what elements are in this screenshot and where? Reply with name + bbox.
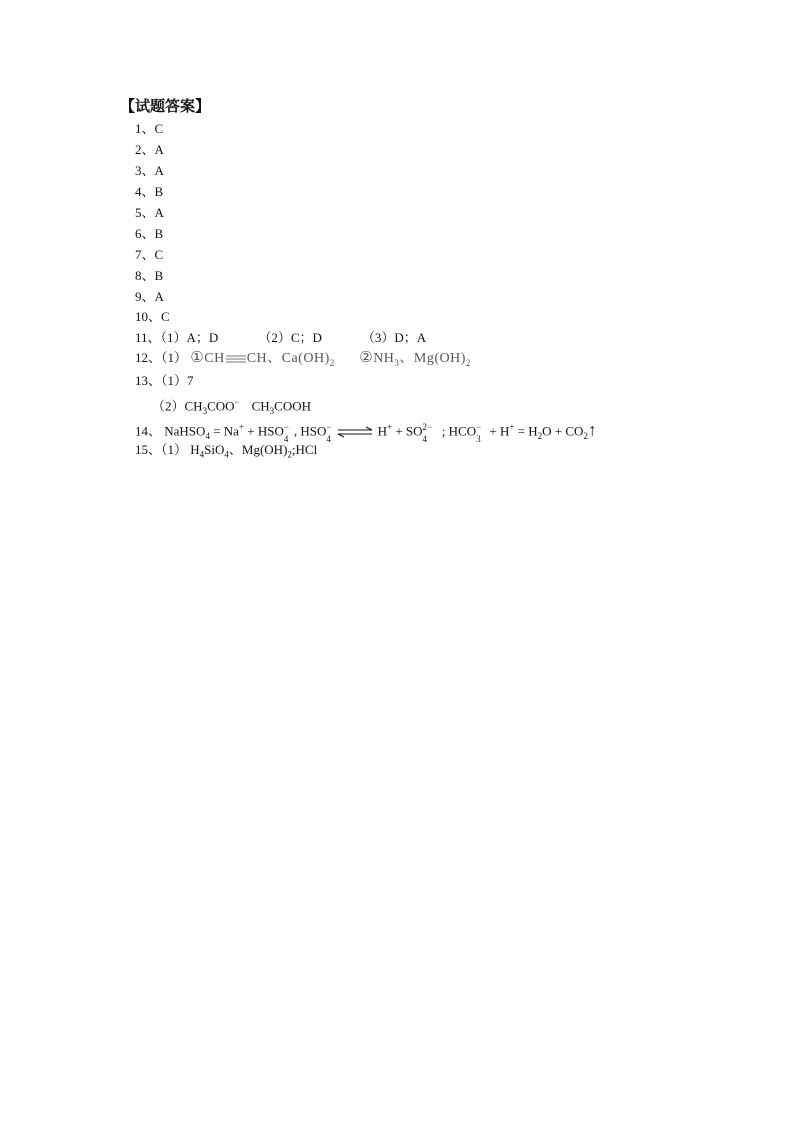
question-number: 6、 (135, 226, 155, 241)
circled-number: ② (359, 350, 374, 366)
formula-text: NaHSO (164, 423, 206, 439)
formula-text: 、Mg(OH) (228, 442, 288, 457)
formula-text: + SO (392, 423, 423, 439)
question-number: 2、 (135, 142, 155, 157)
question-number: 9、 (135, 289, 155, 304)
answer-part: （1） (161, 350, 188, 365)
formula-subscript: 4 (326, 434, 331, 445)
formula-subscript: 2 (287, 449, 292, 460)
formula-subscript: 3 (269, 405, 275, 416)
answer-line (135, 309, 170, 325)
formula-subscript: 4 (283, 434, 289, 445)
formula-text: NH (373, 351, 395, 366)
formula-text: + HSO (244, 423, 284, 439)
answer-text: A (154, 289, 164, 304)
formula-image-1 (190, 351, 334, 366)
question-number: 5、 (135, 205, 155, 220)
question-number: 15、 (135, 442, 162, 457)
answer-text: B (154, 268, 164, 283)
question-number: 13、 (135, 373, 162, 388)
formula-superscript: + (509, 422, 515, 432)
formula-subscript: 4 (199, 449, 205, 460)
answer-line-15 (135, 442, 317, 463)
answer-part: （1） (161, 442, 188, 457)
answer-line-13-2 (152, 394, 311, 419)
formula-text: CH (184, 398, 203, 414)
answer-part: （2）C；D (258, 330, 322, 345)
answer-part: （3）D；A (361, 330, 427, 345)
answer-line (135, 247, 163, 263)
formula-text: = H (514, 423, 538, 439)
formula-superscript: + (238, 422, 245, 432)
question-number: 12、 (135, 350, 162, 365)
formula-text: COO (207, 398, 235, 414)
answer-line-13 (135, 373, 194, 389)
formula-subscript: 2 (537, 430, 543, 441)
formula-text: = Na (209, 423, 239, 439)
question-number: 1、 (135, 121, 155, 136)
formula-image-2 (359, 351, 471, 366)
formula-text: O + CO (542, 423, 584, 439)
formula-subscript: 2 (583, 430, 588, 441)
answer-text: A (154, 142, 164, 157)
answer-line (135, 289, 164, 305)
formula-text: SiO (204, 442, 225, 457)
formula-text: + H (486, 423, 510, 439)
formula-text: 、Mg(OH) (399, 351, 466, 366)
section-title: 【试题答案】 (120, 97, 211, 115)
formula-superscript: − (234, 397, 240, 407)
formula-subscript: 2 (329, 357, 335, 368)
answer-line (135, 184, 163, 200)
question-number: 3、 (135, 163, 155, 178)
answer-line (135, 205, 164, 221)
question-number: 10、 (135, 309, 162, 324)
answer-line (135, 142, 164, 158)
question-number: 4、 (135, 184, 155, 199)
answer-text: C (154, 121, 164, 136)
question-number: 14、 (135, 423, 162, 439)
formula-subscript: 3 (202, 405, 208, 416)
formula-superscript: 2− (422, 422, 433, 433)
question-number: 11、 (135, 330, 161, 345)
equilibrium-arrow-icon (336, 426, 374, 438)
formula-text: CH (204, 351, 225, 366)
answer-line-14 (135, 419, 596, 444)
gas-arrow-icon: ↑ (587, 420, 597, 440)
question-number: 7、 (135, 247, 155, 262)
answer-part: （1）A；D (160, 330, 219, 345)
answer-line (135, 226, 163, 242)
formula-text: ;HCl (291, 442, 318, 457)
triple-bond-icon (225, 354, 247, 364)
answer-part: （1）7 (161, 373, 194, 388)
answer-text: A (154, 163, 164, 178)
formula-subscript: 3 (394, 357, 400, 368)
answer-part: （2） (152, 398, 185, 414)
formula-text: CH、Ca(OH) (246, 351, 330, 366)
answer-line (135, 163, 164, 179)
answer-line (135, 268, 163, 284)
answer-text: C (161, 309, 170, 324)
answer-text: C (154, 247, 164, 262)
formula-text: ; HCO (438, 423, 477, 439)
formula-subscript: 4 (205, 430, 210, 441)
formula-text: H (374, 423, 388, 439)
circled-number: ① (190, 350, 205, 366)
formula-superscript: − (326, 422, 332, 433)
formula-text: COOH (274, 398, 312, 414)
formula-text: , HSO (293, 423, 327, 439)
answer-line (135, 121, 163, 137)
answer-text: B (154, 184, 164, 199)
formula-subscript: 2 (465, 357, 471, 368)
formula-subscript: 4 (422, 434, 428, 445)
answer-text: B (154, 226, 164, 241)
formula-superscript: − (283, 422, 289, 433)
formula-text: H (190, 442, 200, 457)
formula-superscript: − (476, 422, 482, 433)
answer-line-12 (135, 350, 471, 371)
formula-subscript: 3 (476, 434, 481, 445)
question-number: 8、 (135, 268, 155, 283)
answer-text: A (154, 205, 164, 220)
answer-line-11 (135, 330, 426, 346)
formula-superscript: + (387, 422, 393, 432)
formula-subscript: 4 (224, 449, 229, 460)
formula-text: CH (251, 398, 270, 414)
